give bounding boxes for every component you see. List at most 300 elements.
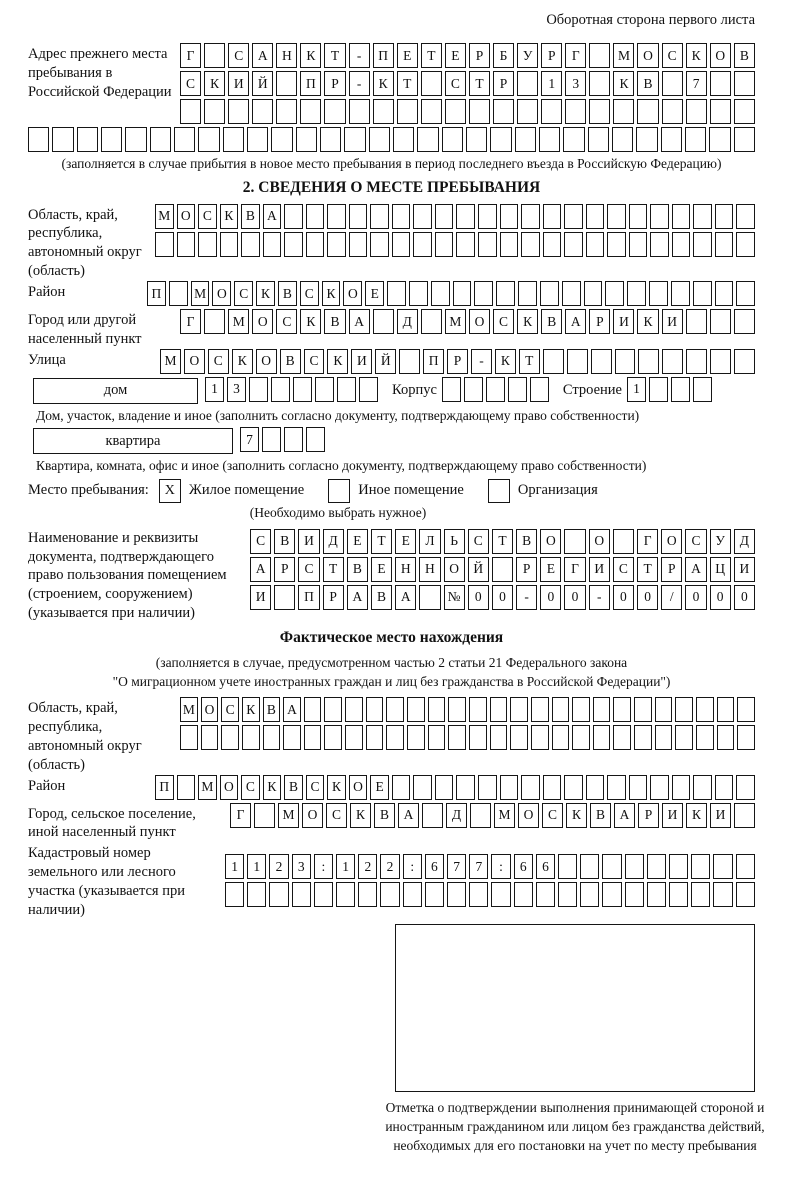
char-cell[interactable] xyxy=(274,585,295,610)
char-cell[interactable]: В xyxy=(516,529,537,554)
char-cell[interactable] xyxy=(293,377,312,402)
char-cell[interactable] xyxy=(225,882,244,907)
char-cell[interactable]: Е xyxy=(540,557,561,582)
char-cell[interactable] xyxy=(349,99,370,124)
char-cell[interactable]: А xyxy=(685,557,706,582)
char-cell[interactable] xyxy=(198,232,217,257)
char-cell[interactable]: Д xyxy=(734,529,755,554)
char-cell[interactable]: - xyxy=(589,585,610,610)
char-cell[interactable] xyxy=(629,204,648,229)
char-cell[interactable]: : xyxy=(403,854,422,879)
char-cell[interactable] xyxy=(713,854,732,879)
char-cell[interactable] xyxy=(421,71,442,96)
char-cell[interactable] xyxy=(675,725,693,750)
char-cell[interactable] xyxy=(586,775,605,800)
char-cell[interactable] xyxy=(337,377,356,402)
char-cell[interactable] xyxy=(521,204,540,229)
char-cell[interactable]: 0 xyxy=(468,585,489,610)
stay-type-checkbox-residential[interactable]: X xyxy=(159,479,181,503)
char-cell[interactable]: Б xyxy=(493,43,514,68)
char-cell[interactable]: М xyxy=(160,349,181,374)
char-cell[interactable] xyxy=(662,349,683,374)
char-cell[interactable]: 0 xyxy=(540,585,561,610)
char-cell[interactable]: О xyxy=(349,775,368,800)
char-cell[interactable]: С xyxy=(542,803,563,828)
char-cell[interactable]: С xyxy=(613,557,634,582)
char-cell[interactable] xyxy=(435,204,454,229)
char-cell[interactable]: Т xyxy=(421,43,442,68)
char-cell[interactable]: В xyxy=(241,204,260,229)
char-cell[interactable] xyxy=(369,127,390,152)
char-cell[interactable] xyxy=(296,127,317,152)
char-cell[interactable]: С xyxy=(276,309,297,334)
char-cell[interactable] xyxy=(345,697,363,722)
char-cell[interactable] xyxy=(28,127,49,152)
char-cell[interactable]: К xyxy=(613,71,634,96)
char-cell[interactable] xyxy=(315,377,334,402)
char-cell[interactable]: К xyxy=(242,697,260,722)
char-cell[interactable]: В xyxy=(347,557,368,582)
char-cell[interactable] xyxy=(421,309,442,334)
char-cell[interactable]: О xyxy=(469,309,490,334)
char-cell[interactable] xyxy=(428,725,446,750)
char-cell[interactable] xyxy=(456,232,475,257)
char-cell[interactable] xyxy=(150,127,171,152)
char-cell[interactable] xyxy=(558,854,577,879)
char-cell[interactable]: О xyxy=(184,349,205,374)
char-cell[interactable]: 3 xyxy=(227,377,246,402)
char-cell[interactable] xyxy=(734,803,755,828)
char-cell[interactable]: Т xyxy=(324,43,345,68)
char-cell[interactable]: 1 xyxy=(336,854,355,879)
char-cell[interactable]: Г xyxy=(230,803,251,828)
char-cell[interactable] xyxy=(613,529,634,554)
char-cell[interactable] xyxy=(693,377,712,402)
char-cell[interactable]: 1 xyxy=(205,377,224,402)
char-cell[interactable] xyxy=(647,854,666,879)
char-cell[interactable] xyxy=(612,127,633,152)
char-cell[interactable]: 7 xyxy=(469,854,488,879)
char-cell[interactable] xyxy=(696,697,714,722)
char-cell[interactable] xyxy=(422,803,443,828)
char-cell[interactable] xyxy=(541,99,562,124)
char-cell[interactable] xyxy=(435,775,454,800)
char-cell[interactable] xyxy=(580,882,599,907)
char-cell[interactable] xyxy=(442,377,461,402)
char-cell[interactable] xyxy=(373,99,394,124)
char-cell[interactable] xyxy=(284,204,303,229)
char-cell[interactable] xyxy=(669,854,688,879)
char-cell[interactable]: Р xyxy=(447,349,468,374)
char-cell[interactable]: И xyxy=(228,71,249,96)
char-cell[interactable]: К xyxy=(300,309,321,334)
char-cell[interactable]: К xyxy=(327,775,346,800)
char-cell[interactable]: Т xyxy=(492,529,513,554)
char-cell[interactable] xyxy=(531,697,549,722)
char-cell[interactable]: С xyxy=(300,281,319,306)
char-cell[interactable]: - xyxy=(516,585,537,610)
char-cell[interactable]: У xyxy=(710,529,731,554)
char-cell[interactable]: А xyxy=(250,557,271,582)
char-cell[interactable] xyxy=(736,854,755,879)
char-cell[interactable]: № xyxy=(444,585,465,610)
char-cell[interactable] xyxy=(613,725,631,750)
char-cell[interactable]: В xyxy=(280,349,301,374)
char-cell[interactable] xyxy=(306,427,325,452)
char-cell[interactable] xyxy=(407,697,425,722)
char-cell[interactable] xyxy=(392,232,411,257)
char-cell[interactable]: П xyxy=(300,71,321,96)
char-cell[interactable]: У xyxy=(517,43,538,68)
char-cell[interactable] xyxy=(605,281,624,306)
char-cell[interactable] xyxy=(442,127,463,152)
char-cell[interactable] xyxy=(445,99,466,124)
char-cell[interactable] xyxy=(198,127,219,152)
char-cell[interactable] xyxy=(589,99,610,124)
char-cell[interactable] xyxy=(327,204,346,229)
char-cell[interactable]: П xyxy=(423,349,444,374)
char-cell[interactable] xyxy=(602,882,621,907)
char-cell[interactable]: 2 xyxy=(269,854,288,879)
char-cell[interactable] xyxy=(710,309,731,334)
char-cell[interactable]: М xyxy=(613,43,634,68)
char-cell[interactable]: О xyxy=(518,803,539,828)
char-cell[interactable] xyxy=(417,127,438,152)
char-cell[interactable] xyxy=(397,99,418,124)
char-cell[interactable] xyxy=(710,71,731,96)
char-cell[interactable] xyxy=(392,775,411,800)
char-cell[interactable]: О xyxy=(212,281,231,306)
char-cell[interactable] xyxy=(407,725,425,750)
char-cell[interactable] xyxy=(686,99,707,124)
char-cell[interactable]: С xyxy=(306,775,325,800)
char-cell[interactable] xyxy=(387,281,406,306)
char-cell[interactable] xyxy=(543,204,562,229)
char-cell[interactable] xyxy=(543,349,564,374)
char-cell[interactable]: С xyxy=(445,71,466,96)
char-cell[interactable] xyxy=(486,377,505,402)
char-cell[interactable]: С xyxy=(493,309,514,334)
char-cell[interactable] xyxy=(493,99,514,124)
char-cell[interactable] xyxy=(284,232,303,257)
char-cell[interactable] xyxy=(518,281,537,306)
char-cell[interactable]: С xyxy=(326,803,347,828)
char-cell[interactable] xyxy=(717,697,735,722)
char-cell[interactable] xyxy=(672,232,691,257)
char-cell[interactable] xyxy=(180,725,198,750)
char-cell[interactable] xyxy=(637,99,658,124)
char-cell[interactable] xyxy=(101,127,122,152)
char-cell[interactable]: И xyxy=(662,309,683,334)
char-cell[interactable]: М xyxy=(180,697,198,722)
char-cell[interactable]: Е xyxy=(371,557,392,582)
char-cell[interactable] xyxy=(425,882,444,907)
char-cell[interactable]: : xyxy=(314,854,333,879)
char-cell[interactable] xyxy=(125,127,146,152)
char-cell[interactable] xyxy=(602,854,621,879)
char-cell[interactable] xyxy=(306,232,325,257)
char-cell[interactable] xyxy=(399,349,420,374)
char-cell[interactable] xyxy=(737,697,755,722)
char-cell[interactable]: - xyxy=(349,71,370,96)
char-cell[interactable] xyxy=(736,281,755,306)
char-cell[interactable] xyxy=(580,854,599,879)
char-cell[interactable] xyxy=(386,697,404,722)
char-cell[interactable] xyxy=(649,281,668,306)
char-cell[interactable]: Е xyxy=(395,529,416,554)
char-cell[interactable] xyxy=(636,127,657,152)
char-cell[interactable] xyxy=(508,377,527,402)
char-cell[interactable] xyxy=(572,725,590,750)
char-cell[interactable]: Н xyxy=(276,43,297,68)
char-cell[interactable] xyxy=(634,725,652,750)
char-cell[interactable]: С xyxy=(180,71,201,96)
char-cell[interactable] xyxy=(521,232,540,257)
char-cell[interactable]: В xyxy=(263,697,281,722)
char-cell[interactable]: 1 xyxy=(225,854,244,879)
char-cell[interactable]: Р xyxy=(324,71,345,96)
char-cell[interactable] xyxy=(474,281,493,306)
char-cell[interactable] xyxy=(252,99,273,124)
char-cell[interactable] xyxy=(242,725,260,750)
char-cell[interactable]: С xyxy=(468,529,489,554)
char-cell[interactable] xyxy=(593,725,611,750)
char-cell[interactable]: К xyxy=(350,803,371,828)
char-cell[interactable] xyxy=(177,775,196,800)
char-cell[interactable] xyxy=(531,725,549,750)
char-cell[interactable] xyxy=(671,377,690,402)
char-cell[interactable] xyxy=(304,697,322,722)
char-cell[interactable] xyxy=(715,775,734,800)
char-cell[interactable]: С xyxy=(228,43,249,68)
char-cell[interactable] xyxy=(565,99,586,124)
char-cell[interactable]: К xyxy=(373,71,394,96)
char-cell[interactable] xyxy=(607,204,626,229)
char-cell[interactable]: 1 xyxy=(627,377,646,402)
char-cell[interactable]: В xyxy=(324,309,345,334)
char-cell[interactable]: В xyxy=(637,71,658,96)
char-cell[interactable]: В xyxy=(371,585,392,610)
char-cell[interactable] xyxy=(380,882,399,907)
char-cell[interactable] xyxy=(649,377,668,402)
char-cell[interactable] xyxy=(262,427,281,452)
char-cell[interactable] xyxy=(693,204,712,229)
char-cell[interactable]: А xyxy=(347,585,368,610)
char-cell[interactable]: О xyxy=(201,697,219,722)
char-cell[interactable]: И xyxy=(734,557,755,582)
char-cell[interactable]: П xyxy=(298,585,319,610)
char-cell[interactable]: 7 xyxy=(686,71,707,96)
char-cell[interactable] xyxy=(435,232,454,257)
char-cell[interactable]: В xyxy=(284,775,303,800)
char-cell[interactable]: С xyxy=(241,775,260,800)
char-cell[interactable] xyxy=(588,127,609,152)
char-cell[interactable] xyxy=(269,882,288,907)
char-cell[interactable] xyxy=(564,232,583,257)
char-cell[interactable]: В xyxy=(278,281,297,306)
char-cell[interactable] xyxy=(271,377,290,402)
char-cell[interactable] xyxy=(736,775,755,800)
char-cell[interactable] xyxy=(344,127,365,152)
char-cell[interactable] xyxy=(562,281,581,306)
char-cell[interactable] xyxy=(228,99,249,124)
char-cell[interactable] xyxy=(696,725,714,750)
char-cell[interactable] xyxy=(539,127,560,152)
char-cell[interactable]: М xyxy=(155,204,174,229)
char-cell[interactable] xyxy=(413,204,432,229)
char-cell[interactable] xyxy=(672,775,691,800)
char-cell[interactable]: Д xyxy=(397,309,418,334)
char-cell[interactable]: Г xyxy=(180,309,201,334)
char-cell[interactable]: Р xyxy=(638,803,659,828)
char-cell[interactable] xyxy=(201,725,219,750)
char-cell[interactable]: Й xyxy=(468,557,489,582)
char-cell[interactable]: Д xyxy=(323,529,344,554)
char-cell[interactable] xyxy=(671,281,690,306)
char-cell[interactable]: К xyxy=(232,349,253,374)
char-cell[interactable]: К xyxy=(256,281,275,306)
char-cell[interactable] xyxy=(662,99,683,124)
char-cell[interactable] xyxy=(169,281,188,306)
char-cell[interactable]: 3 xyxy=(565,71,586,96)
char-cell[interactable]: О xyxy=(589,529,610,554)
char-cell[interactable] xyxy=(386,725,404,750)
char-cell[interactable] xyxy=(629,775,648,800)
char-cell[interactable] xyxy=(543,775,562,800)
char-cell[interactable]: А xyxy=(565,309,586,334)
char-cell[interactable]: 1 xyxy=(247,854,266,879)
char-cell[interactable]: К xyxy=(204,71,225,96)
char-cell[interactable] xyxy=(366,725,384,750)
char-cell[interactable]: К xyxy=(327,349,348,374)
char-cell[interactable]: 1 xyxy=(541,71,562,96)
char-cell[interactable]: Т xyxy=(519,349,540,374)
char-cell[interactable]: Г xyxy=(564,557,585,582)
char-cell[interactable]: В xyxy=(541,309,562,334)
char-cell[interactable] xyxy=(558,882,577,907)
char-cell[interactable] xyxy=(349,232,368,257)
char-cell[interactable] xyxy=(710,349,731,374)
char-cell[interactable]: М xyxy=(445,309,466,334)
char-cell[interactable]: О xyxy=(637,43,658,68)
char-cell[interactable]: М xyxy=(228,309,249,334)
char-cell[interactable]: К xyxy=(300,43,321,68)
char-cell[interactable] xyxy=(515,127,536,152)
char-cell[interactable] xyxy=(490,127,511,152)
char-cell[interactable] xyxy=(249,377,268,402)
char-cell[interactable]: К xyxy=(220,204,239,229)
char-cell[interactable] xyxy=(709,127,730,152)
char-cell[interactable] xyxy=(469,882,488,907)
char-cell[interactable] xyxy=(478,775,497,800)
char-cell[interactable] xyxy=(638,349,659,374)
char-cell[interactable] xyxy=(736,232,755,257)
char-cell[interactable] xyxy=(263,725,281,750)
char-cell[interactable]: Й xyxy=(375,349,396,374)
char-cell[interactable]: - xyxy=(471,349,492,374)
char-cell[interactable] xyxy=(492,557,513,582)
char-cell[interactable]: О xyxy=(710,43,731,68)
char-cell[interactable]: И xyxy=(662,803,683,828)
char-cell[interactable]: С xyxy=(662,43,683,68)
char-cell[interactable] xyxy=(593,697,611,722)
char-cell[interactable]: В xyxy=(734,43,755,68)
char-cell[interactable] xyxy=(366,697,384,722)
char-cell[interactable]: 0 xyxy=(710,585,731,610)
char-cell[interactable] xyxy=(564,529,585,554)
char-cell[interactable] xyxy=(306,204,325,229)
char-cell[interactable] xyxy=(469,99,490,124)
char-cell[interactable]: И xyxy=(710,803,731,828)
char-cell[interactable] xyxy=(625,854,644,879)
char-cell[interactable]: 6 xyxy=(514,854,533,879)
char-cell[interactable] xyxy=(736,882,755,907)
char-cell[interactable] xyxy=(564,775,583,800)
char-cell[interactable]: Р xyxy=(589,309,610,334)
char-cell[interactable] xyxy=(491,882,510,907)
char-cell[interactable] xyxy=(453,281,472,306)
char-cell[interactable]: Е xyxy=(370,775,389,800)
char-cell[interactable] xyxy=(320,127,341,152)
char-cell[interactable] xyxy=(589,71,610,96)
char-cell[interactable]: Р xyxy=(493,71,514,96)
char-cell[interactable] xyxy=(409,281,428,306)
char-cell[interactable] xyxy=(428,697,446,722)
char-cell[interactable]: 0 xyxy=(637,585,658,610)
char-cell[interactable] xyxy=(241,232,260,257)
char-cell[interactable]: О xyxy=(256,349,277,374)
char-cell[interactable]: Н xyxy=(419,557,440,582)
char-cell[interactable]: К xyxy=(517,309,538,334)
char-cell[interactable]: 0 xyxy=(492,585,513,610)
char-cell[interactable] xyxy=(456,204,475,229)
char-cell[interactable] xyxy=(300,99,321,124)
char-cell[interactable] xyxy=(589,43,610,68)
char-cell[interactable] xyxy=(327,232,346,257)
char-cell[interactable] xyxy=(540,281,559,306)
char-cell[interactable] xyxy=(514,882,533,907)
char-cell[interactable]: Е xyxy=(397,43,418,68)
char-cell[interactable] xyxy=(715,232,734,257)
char-cell[interactable] xyxy=(324,99,345,124)
char-cell[interactable]: Р xyxy=(469,43,490,68)
char-cell[interactable] xyxy=(345,725,363,750)
char-cell[interactable]: Г xyxy=(180,43,201,68)
char-cell[interactable]: С xyxy=(208,349,229,374)
char-cell[interactable] xyxy=(517,99,538,124)
char-cell[interactable] xyxy=(662,71,683,96)
char-cell[interactable] xyxy=(691,854,710,879)
char-cell[interactable]: О xyxy=(252,309,273,334)
char-cell[interactable] xyxy=(271,127,292,152)
char-cell[interactable]: П xyxy=(147,281,166,306)
char-cell[interactable] xyxy=(349,204,368,229)
char-cell[interactable] xyxy=(419,585,440,610)
char-cell[interactable] xyxy=(613,697,631,722)
char-cell[interactable] xyxy=(431,281,450,306)
char-cell[interactable] xyxy=(177,232,196,257)
char-cell[interactable]: Т xyxy=(637,557,658,582)
char-cell[interactable]: О xyxy=(177,204,196,229)
char-cell[interactable]: С xyxy=(298,557,319,582)
char-cell[interactable]: Р xyxy=(516,557,537,582)
char-cell[interactable] xyxy=(359,377,378,402)
char-cell[interactable]: К xyxy=(263,775,282,800)
char-cell[interactable] xyxy=(693,281,712,306)
char-cell[interactable] xyxy=(629,232,648,257)
char-cell[interactable] xyxy=(591,349,612,374)
char-cell[interactable] xyxy=(715,204,734,229)
